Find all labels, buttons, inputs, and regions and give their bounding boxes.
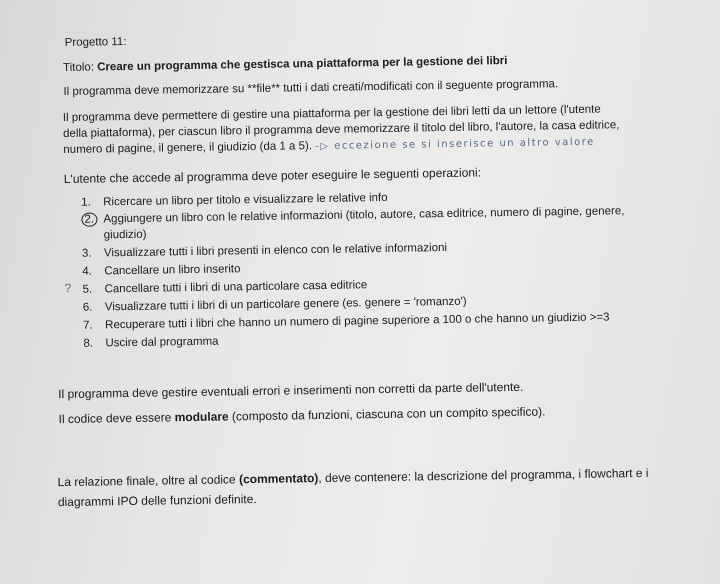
- paragraph-errors: Il programma deve gestire eventuali errori e inserimenti non corretti da parte dell'utente.: [58, 379, 524, 402]
- list-item: [83, 310, 610, 332]
- handwritten-note: -▷ eccezione se si inserisce un altro valore: [315, 136, 595, 153]
- title-text: Creare un programma che gestisca una piattaforma per la gestione dei libri: [97, 55, 508, 74]
- list-item-number: 7.: [83, 319, 93, 332]
- operations-intro: L'utente che accede al programma deve poter eseguire le seguenti operazioni:: [63, 165, 482, 187]
- list-item-number: [81, 212, 103, 226]
- paragraph-description-line3-text: numero di pagine, il genere, il giudizio (da 1 a 5).: [63, 140, 313, 157]
- list-item-number: 4.: [82, 265, 92, 278]
- list-item-text: Recuperare tutti i libri che hanno un numero di pagine superiore a 100 o che hanno un giudizio >=3: [105, 311, 610, 332]
- list-item-text: Visualizzare tutti i libri di un particolare genere (es. genere = 'romanzo'): [104, 295, 467, 314]
- paragraph-modular-pre: Il codice deve essere: [58, 410, 175, 427]
- title-label: Titolo:: [62, 61, 95, 75]
- list-item-number: 1.: [81, 196, 91, 209]
- paragraph-file: Il programma deve memorizzare su **file** tutti i dati creati/modificati con il seguente programma.: [63, 78, 559, 99]
- project-number: Progetto 11:: [64, 36, 127, 49]
- list-item-text: Visualizzare tutti i libri presenti in elenco con le relative informazioni: [103, 242, 448, 260]
- circled-number: 2.: [81, 213, 97, 227]
- paragraph-modular-post: (composto da funzioni, ciascuna con un compito specifico).: [228, 404, 546, 424]
- paragraph-modular-bold: modulare: [174, 409, 229, 425]
- list-item-number: 5.: [82, 283, 93, 296]
- paragraph-report-pre: La relazione finale, oltre al codice: [57, 472, 240, 490]
- list-item-text: Uscire dal programma: [105, 335, 219, 350]
- list-item-number: 8.: [83, 337, 94, 350]
- list-item-text: Cancellare un libro inserito: [104, 263, 241, 278]
- paragraph-description-line1: Il programma deve permettere di gestire una piattaforma per la gestione dei libri letti da un lettore (l'utente: [62, 103, 601, 125]
- paragraph-modular: [58, 404, 545, 426]
- list-item-number: 6.: [82, 301, 93, 314]
- list-item-text: Ricercare un libro per titolo e visualizzare le relative info: [103, 191, 388, 209]
- list-item-continuation: [82, 228, 147, 243]
- list-item: [81, 191, 388, 210]
- paragraph-report-line2: diagrammi IPO delle funzioni definite.: [57, 492, 257, 510]
- list-item-text: giudizio): [103, 228, 147, 242]
- paragraph-report-line1: [57, 466, 648, 489]
- list-item-text: Cancellare tutti i libri di una particolare casa editrice: [104, 279, 368, 296]
- list-item: [83, 335, 218, 351]
- title-line: [63, 54, 508, 75]
- list-item: [83, 295, 467, 315]
- paragraph-report-post: , deve contenere: la descrizione del programma, i flowchart e i: [318, 465, 649, 486]
- list-item: [82, 241, 447, 261]
- paragraph-description-line2: della piattaforma), per ciascun libro il programma deve memorizzare il titolo del libro, l'autore, la casa editrice,: [63, 119, 620, 141]
- list-item: [82, 278, 367, 296]
- handwritten-question-mark: ?: [64, 280, 72, 296]
- list-item: [82, 262, 240, 278]
- list-item-text: Aggiungere un libro con le relative informazioni (titolo, autore, casa editrice, numero di pagine, genere,: [103, 205, 625, 226]
- paragraph-report-bold: (commentato): [238, 471, 319, 487]
- list-item-number: 3.: [81, 247, 92, 260]
